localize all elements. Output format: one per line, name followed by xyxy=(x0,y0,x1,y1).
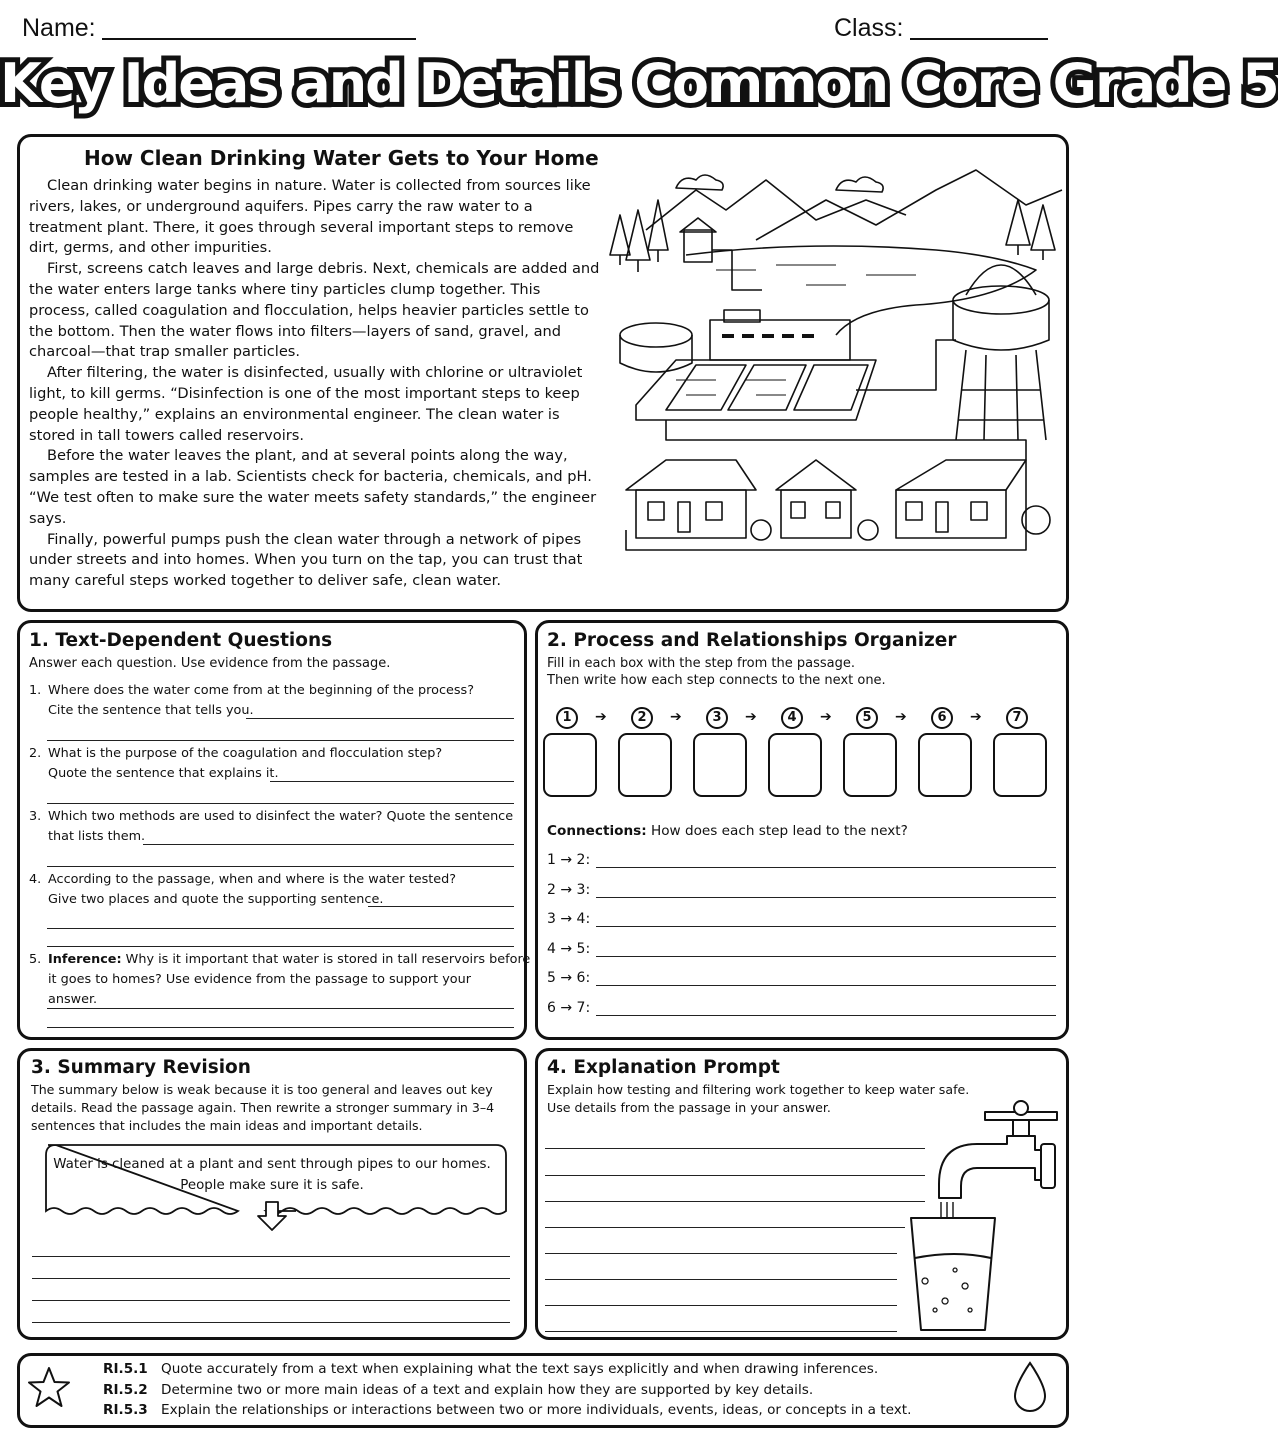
answer-line[interactable] xyxy=(47,866,514,867)
question-2 xyxy=(29,744,519,781)
writing-line[interactable] xyxy=(32,1278,510,1279)
water-treatment-illustration xyxy=(606,160,1062,600)
instruction-text: Explain how testing and filtering work together to keep water safe. xyxy=(547,1082,970,1097)
writing-line[interactable] xyxy=(545,1227,905,1228)
name-field[interactable] xyxy=(102,38,416,40)
step-number: 3 xyxy=(706,707,728,729)
answer-line[interactable] xyxy=(368,906,514,907)
section2-title: 2. Process and Relationships Organizer xyxy=(547,630,957,651)
question-5 xyxy=(29,950,531,1007)
question-text: Where does the water come from at the beginning of the process? xyxy=(48,683,475,698)
question-number: 3. xyxy=(29,809,42,824)
step-box[interactable] xyxy=(693,733,747,797)
connection-line[interactable] xyxy=(596,926,1056,927)
standard-code: RI.5.1 xyxy=(103,1361,148,1377)
question-text: What is the purpose of the coagulation and flocculation step? xyxy=(48,746,443,761)
standard-text: Determine two or more main ideas of a text and explain how they are supported by key details. xyxy=(161,1381,814,1398)
connections-label: Connections: xyxy=(547,823,647,839)
question-number: 1. xyxy=(29,683,42,698)
question-number: 5. xyxy=(29,952,42,967)
water-drop-icon xyxy=(1012,1360,1048,1416)
step-box[interactable] xyxy=(618,733,672,797)
question-text: According to the passage, when and where is the water tested? xyxy=(48,872,457,887)
connection-label: 2 → 3: xyxy=(547,882,591,898)
writing-line[interactable] xyxy=(545,1201,925,1202)
connections-text: How does each step lead to the next? xyxy=(646,823,908,839)
weak-summary xyxy=(36,1154,508,1196)
step-box[interactable] xyxy=(768,733,822,797)
arrow-right-icon: ➔ xyxy=(970,709,982,725)
section4-title: 4. Explanation Prompt xyxy=(547,1057,780,1078)
connection-line[interactable] xyxy=(596,956,1056,957)
passage-paragraph: Finally, powerful pumps push the clean water through a network of pipes under streets and into homes. When you turn on the tap, you can trust that many careful steps worked together to deliver safe, clean water. xyxy=(29,530,583,590)
standard-text: Quote accurately from a text when explaining what the text says explicitly and when drawing inferences. xyxy=(161,1361,879,1377)
answer-line[interactable] xyxy=(47,740,514,741)
writing-line[interactable] xyxy=(545,1253,897,1254)
answer-line[interactable] xyxy=(47,1027,514,1028)
step-box[interactable] xyxy=(543,733,597,797)
answer-line[interactable] xyxy=(47,803,514,804)
class-field[interactable] xyxy=(910,38,1048,40)
question-text: that lists them. xyxy=(48,829,146,844)
passage-title: How Clean Drinking Water Gets to Your Home xyxy=(84,146,599,170)
connection-line[interactable] xyxy=(596,1015,1056,1016)
worksheet-title: Key Ideas and Details Common Core Grade 5 xyxy=(0,52,1278,115)
connection-label: 5 → 6: xyxy=(547,970,591,986)
passage-paragraph: Clean drinking water begins in nature. Water is collected from sources like rivers, lakes, or underground aquifers. Pipes carry the raw water to a treatment plant. There, it goes through several important steps to remove dirt, germs, and other impurities. xyxy=(29,177,591,257)
arrow-right-icon: ➔ xyxy=(670,709,682,725)
weak-summary-text: People make sure it is safe. xyxy=(180,1178,364,1193)
writing-line[interactable] xyxy=(545,1148,925,1149)
question-number: 4. xyxy=(29,872,42,887)
arrow-right-icon: ➔ xyxy=(895,709,907,725)
step-number: 5 xyxy=(856,707,878,729)
standard-text: Explain the relationships or interactions between two or more individuals, events, ideas, or concepts in a text. xyxy=(161,1402,912,1418)
step-box[interactable] xyxy=(843,733,897,797)
answer-line[interactable] xyxy=(47,946,514,947)
arrow-right-icon: ➔ xyxy=(820,709,832,725)
standard-code: RI.5.3 xyxy=(103,1402,148,1418)
question-4 xyxy=(29,870,519,907)
connection-line[interactable] xyxy=(596,867,1056,868)
faucet-glass-icon xyxy=(905,1098,1063,1334)
question-text: Give two places and quote the supporting sentence. xyxy=(48,892,384,907)
connection-line[interactable] xyxy=(596,985,1056,986)
arrow-down-icon xyxy=(256,1200,288,1232)
step-number: 1 xyxy=(556,707,578,729)
connection-label: 3 → 4: xyxy=(547,911,591,927)
section1-title: 1. Text-Dependent Questions xyxy=(29,630,333,651)
standard-item xyxy=(103,1380,1003,1401)
section3-instructions: The summary below is weak because it is too general and leaves out key details. Read the passage again. Then rewrite a stronger summary in 3–4 sentences that includes the main ideas and important details. xyxy=(31,1082,495,1133)
section1-instructions: Answer each question. Use evidence from the passage. xyxy=(29,656,391,671)
question-number: 2. xyxy=(29,746,42,761)
question-text: Which two methods are used to disinfect the water? Quote the sentence xyxy=(48,809,514,824)
step-number: 7 xyxy=(1006,707,1028,729)
section2-instructions: Fill in each box with the step from the passage. xyxy=(547,656,855,671)
passage-paragraph: After filtering, the water is disinfected, usually with chlorine or ultraviolet light, to kill germs. “Disinfection is one of the most important steps to keep people healthy,” explains an environmental engineer. The clean water is stored in tall towers called reservoirs. xyxy=(29,364,583,444)
writing-line[interactable] xyxy=(545,1305,897,1306)
answer-line[interactable] xyxy=(270,781,514,782)
answer-line[interactable] xyxy=(47,1008,514,1009)
step-box[interactable] xyxy=(993,733,1047,797)
step-number: 4 xyxy=(781,707,803,729)
question-label: Inference: xyxy=(48,952,122,967)
section3-title: 3. Summary Revision xyxy=(31,1057,251,1078)
arrow-right-icon: ➔ xyxy=(595,709,607,725)
writing-line[interactable] xyxy=(545,1279,897,1280)
writing-line[interactable] xyxy=(545,1175,925,1176)
question-text: it goes to homes? Use evidence from the passage to support your answer. xyxy=(48,972,471,1007)
question-text: Quote the sentence that explains it. xyxy=(48,766,279,781)
connection-line[interactable] xyxy=(596,897,1056,898)
step-box[interactable] xyxy=(918,733,972,797)
writing-line[interactable] xyxy=(545,1331,897,1332)
question-text: Why is it important that water is stored in tall reservoirs before xyxy=(121,952,531,967)
question-3 xyxy=(29,807,519,844)
weak-summary-text: Water is cleaned at a plant and sent through pipes to our homes. xyxy=(53,1157,491,1172)
answer-line[interactable] xyxy=(47,928,514,929)
standard-item xyxy=(103,1359,1003,1380)
class-label: Class: xyxy=(834,14,904,42)
connection-label: 4 → 5: xyxy=(547,941,591,957)
step-number: 6 xyxy=(931,707,953,729)
standard-item xyxy=(103,1400,1003,1421)
passage-paragraph: First, screens catch leaves and large debris. Next, chemicals are added and the water enters large tanks where tiny particles clump together. This process, called coagulation and flocculation, helps heavier particles settle to the bottom. Then the water flows into filters—layers of sand, gravel, and charcoal—that trap smaller particles. xyxy=(29,260,600,361)
writing-line[interactable] xyxy=(32,1300,510,1301)
instruction-text: Use details from the passage in your answer. xyxy=(547,1100,831,1115)
section2-instructions: Then write how each step connects to the next one. xyxy=(547,673,886,688)
standard-code: RI.5.2 xyxy=(103,1381,148,1398)
name-label: Name: xyxy=(22,14,96,42)
arrow-right-icon: ➔ xyxy=(745,709,757,725)
answer-line[interactable] xyxy=(143,844,514,845)
connections-prompt xyxy=(547,823,908,839)
passage-text xyxy=(29,176,601,592)
standards-list xyxy=(103,1359,1003,1421)
passage-paragraph: Before the water leaves the plant, and at several points along the way, samples are tested in a lab. Scientists check for bacteria, chemicals, and pH. “We test often to make sure the water meets safety standards,” the engineer says. xyxy=(29,447,597,527)
connection-label: 1 → 2: xyxy=(547,852,591,868)
star-icon xyxy=(26,1366,72,1410)
connection-label: 6 → 7: xyxy=(547,1000,591,1016)
question-1 xyxy=(29,681,519,718)
step-number: 2 xyxy=(631,707,653,729)
answer-line[interactable] xyxy=(246,718,514,719)
question-text: Cite the sentence that tells you. xyxy=(48,703,254,718)
writing-line[interactable] xyxy=(32,1322,510,1323)
writing-line[interactable] xyxy=(32,1256,510,1257)
